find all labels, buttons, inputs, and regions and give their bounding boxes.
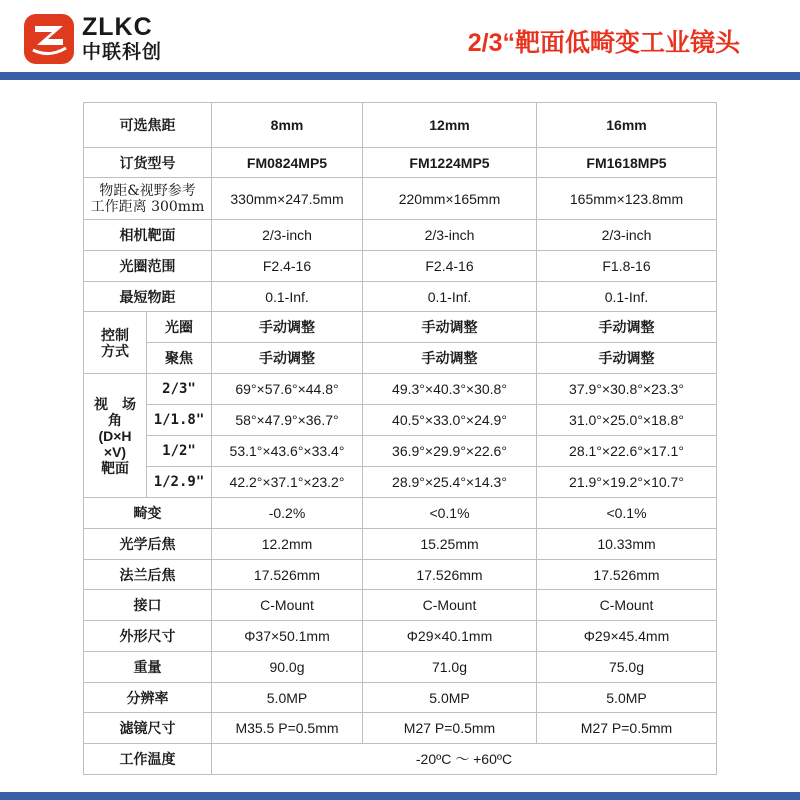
sensor-size-label: 1/1.8": [147, 405, 212, 436]
cell-value: 12.2mm: [212, 529, 363, 560]
row-label-line: 工作距离 300mm: [90, 198, 205, 215]
sensor-size-label: 1/2": [147, 436, 212, 467]
brand-name-en: ZLKC: [82, 13, 153, 41]
table-row: [84, 590, 717, 621]
cell-value: -0.2%: [212, 498, 363, 529]
cell-value: 17.526mm: [363, 560, 537, 590]
fov-value: 31.0°×25.0°×18.8°: [537, 405, 717, 436]
cell-value: 0.1-Inf.: [537, 282, 717, 312]
sub-label: 聚焦: [147, 343, 212, 374]
table-row: [84, 560, 717, 590]
header-divider: [0, 72, 800, 80]
fov-reference: 330mm×247.5mm: [212, 178, 363, 220]
table-row: [84, 652, 717, 683]
cell-value: <0.1%: [363, 498, 537, 529]
focal-12mm: 12mm: [363, 103, 537, 148]
cell-value: 手动调整: [363, 312, 537, 343]
row-label: [84, 178, 212, 220]
temperature-value: -20ºC ～ +60ºC: [212, 744, 717, 775]
row-label-line: 物距&视野参考: [99, 182, 196, 199]
cell-value: 17.526mm: [537, 560, 717, 590]
group-label-line: ×V): [103, 443, 127, 460]
cell-value: 2/3-inch: [537, 220, 717, 251]
cell-value: 手动调整: [212, 312, 363, 343]
cell-value: 手动调整: [537, 312, 717, 343]
cell-value: 2/3-inch: [363, 220, 537, 251]
row-label: 畸变: [84, 498, 212, 529]
cell-value: 75.0g: [537, 652, 717, 683]
header: [0, 0, 800, 72]
cell-value: C-Mount: [212, 590, 363, 621]
cell-value: 5.0MP: [537, 683, 717, 713]
fov-value: 40.5°×33.0°×24.9°: [363, 405, 537, 436]
group-label-line: 角: [108, 411, 122, 428]
row-label: 最短物距: [84, 282, 212, 312]
page-title: 2/3“靶面低畸变工业镜头: [467, 29, 740, 57]
row-label: 光圈范围: [84, 251, 212, 282]
group-label-line: 视 场: [94, 395, 136, 412]
fov-value: 58°×47.9°×36.7°: [212, 405, 363, 436]
table-row: [84, 405, 717, 436]
table-row: [84, 436, 717, 467]
table-row: [84, 621, 717, 652]
cell-value: <0.1%: [537, 498, 717, 529]
cell-value: 15.25mm: [363, 529, 537, 560]
table-row: [84, 374, 717, 405]
row-label: 工作温度: [84, 744, 212, 775]
cell-value: 90.0g: [212, 652, 363, 683]
table-row: [84, 713, 717, 744]
sensor-size-label: 1/2.9": [147, 467, 212, 498]
table-row: [84, 178, 717, 220]
row-label: 相机靶面: [84, 220, 212, 251]
cell-value: Φ29×40.1mm: [363, 621, 537, 652]
model-number: FM1224MP5: [363, 148, 537, 178]
cell-value: M35.5 P=0.5mm: [212, 713, 363, 744]
cell-value: 71.0g: [363, 652, 537, 683]
row-label: 重量: [84, 652, 212, 683]
cell-value: M27 P=0.5mm: [363, 713, 537, 744]
fov-reference: 165mm×123.8mm: [537, 178, 717, 220]
group-label-line: (D×H: [98, 427, 132, 444]
row-label: 接口: [84, 590, 212, 621]
row-label: 外形尺寸: [84, 621, 212, 652]
table-header-row: [84, 103, 717, 148]
footer-divider: [0, 792, 800, 800]
fov-value: 28.9°×25.4°×14.3°: [363, 467, 537, 498]
focal-8mm: 8mm: [212, 103, 363, 148]
cell-value: F2.4-16: [212, 251, 363, 282]
corner-label: 可选焦距: [84, 103, 212, 148]
row-label: 分辨率: [84, 683, 212, 713]
model-number: FM1618MP5: [537, 148, 717, 178]
table-row: [84, 744, 717, 775]
fov-value: 42.2°×37.1°×23.2°: [212, 467, 363, 498]
cell-value: M27 P=0.5mm: [537, 713, 717, 744]
cell-value: 2/3-inch: [212, 220, 363, 251]
fov-value: 69°×57.6°×44.8°: [212, 374, 363, 405]
table-row: [84, 683, 717, 713]
cell-value: 5.0MP: [212, 683, 363, 713]
sensor-size-label: 2/3": [147, 374, 212, 405]
table-row: [84, 498, 717, 529]
fov-group-label: [84, 374, 147, 498]
cell-value: C-Mount: [537, 590, 717, 621]
spec-table: [83, 102, 717, 775]
table-row: [84, 343, 717, 374]
cell-value: F2.4-16: [363, 251, 537, 282]
row-label: 光学后焦: [84, 529, 212, 560]
fov-value: 49.3°×40.3°×30.8°: [363, 374, 537, 405]
fov-value: 53.1°×43.6°×33.4°: [212, 436, 363, 467]
cell-value: F1.8-16: [537, 251, 717, 282]
cell-value: C-Mount: [363, 590, 537, 621]
table-row: [84, 529, 717, 560]
fov-value: 37.9°×30.8°×23.3°: [537, 374, 717, 405]
table-row: [84, 312, 717, 343]
brand-logo-icon: [24, 14, 74, 64]
row-label: 法兰后焦: [84, 560, 212, 590]
table-row: [84, 251, 717, 282]
row-label: 订货型号: [84, 148, 212, 178]
cell-value: 手动调整: [363, 343, 537, 374]
table-row: [84, 467, 717, 498]
cell-value: 手动调整: [212, 343, 363, 374]
cell-value: 17.526mm: [212, 560, 363, 590]
cell-value: 0.1-Inf.: [212, 282, 363, 312]
fov-value: 28.1°×22.6°×17.1°: [537, 436, 717, 467]
cell-value: 10.33mm: [537, 529, 717, 560]
sub-label: 光圈: [147, 312, 212, 343]
focal-16mm: 16mm: [537, 103, 717, 148]
group-label-line: 控制: [101, 326, 129, 343]
fov-reference: 220mm×165mm: [363, 178, 537, 220]
cell-value: 5.0MP: [363, 683, 537, 713]
table-row: [84, 282, 717, 312]
table-row: [84, 220, 717, 251]
cell-value: 0.1-Inf.: [363, 282, 537, 312]
cell-value: 手动调整: [537, 343, 717, 374]
table-row: [84, 148, 717, 178]
cell-value: Φ29×45.4mm: [537, 621, 717, 652]
model-number: FM0824MP5: [212, 148, 363, 178]
content-area: [0, 80, 800, 792]
group-label-line: 方式: [101, 342, 129, 359]
brand-name-cn: 中联科创: [82, 42, 163, 63]
row-label: 滤镜尺寸: [84, 713, 212, 744]
control-group-label: [84, 312, 147, 374]
group-label-line: 靶面: [101, 459, 129, 476]
cell-value: Φ37×50.1mm: [212, 621, 363, 652]
fov-value: 36.9°×29.9°×22.6°: [363, 436, 537, 467]
fov-value: 21.9°×19.2°×10.7°: [537, 467, 717, 498]
